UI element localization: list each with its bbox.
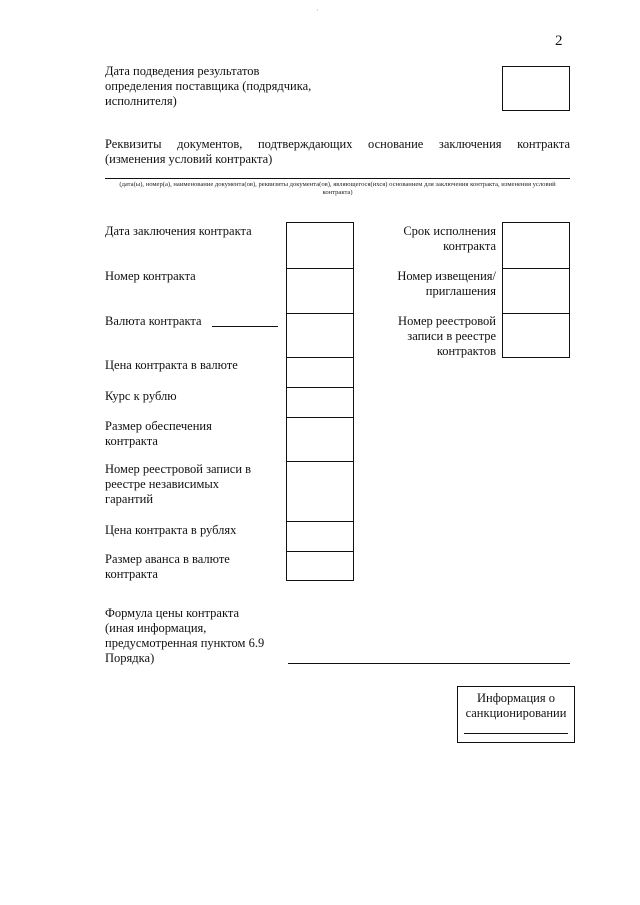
conclusion-date-label: Дата заключения контракта	[105, 224, 252, 238]
price-in-currency-label: Цена контракта в валюте	[105, 358, 238, 372]
advance-amount-label: Размер аванса в валюте контракта	[105, 552, 230, 581]
price-in-currency-field[interactable]	[286, 357, 354, 388]
notice-number-field[interactable]	[502, 268, 570, 314]
requisites-input-line[interactable]	[105, 178, 570, 179]
page-number: 2	[555, 33, 563, 49]
sanction-info-box[interactable]	[457, 686, 575, 743]
ruble-rate-label: Курс к рублю	[105, 389, 177, 403]
contract-number-label: Номер контракта	[105, 269, 196, 283]
top-mark: ·	[316, 6, 319, 15]
guarantee-registry-number-label: Номер реестровой записи в реестре независимых гарантий	[105, 462, 252, 506]
security-amount-label: Размер обеспечения контракта	[105, 419, 212, 448]
requisites-caption: (дата(ы), номер(а), наименование документа(ов), реквизиты документа(ов), являющегося(ихся) основанием для заключения контракта, изменения условий контракта)	[119, 181, 556, 196]
execution-term-field[interactable]	[502, 222, 570, 269]
registry-number-field[interactable]	[502, 313, 570, 358]
results-date-label: Дата подведения результатов определения поставщика (подрядчика, исполнителя)	[105, 64, 312, 108]
results-date-field[interactable]	[502, 66, 570, 111]
sanction-info-input-line[interactable]	[464, 733, 568, 734]
conclusion-date-field[interactable]	[286, 222, 354, 269]
execution-term-label: Срок исполнения контракта	[403, 224, 496, 253]
price-in-rubles-field[interactable]	[286, 521, 354, 552]
contract-number-field[interactable]	[286, 268, 354, 314]
price-formula-label: Формула цены контракта (иная информация, предусмотренная пунктом 6.9 Порядка)	[105, 606, 265, 665]
security-amount-field[interactable]	[286, 417, 354, 462]
notice-number-label: Номер извещения/приглашения	[397, 269, 496, 298]
currency-label: Валюта контракта	[105, 314, 202, 328]
requisites-title-line2: (изменения условий контракта)	[105, 152, 273, 166]
registry-number-label: Номер реестровой записи в реестре контрактов	[398, 314, 496, 358]
currency-field[interactable]	[286, 313, 354, 358]
sanction-info-label: Информация о санкционировании	[465, 691, 567, 720]
price-in-rubles-label: Цена контракта в рублях	[105, 523, 237, 537]
requisites-title-line1: Реквизиты документов, подтверждающих основание заключения контракта	[105, 137, 570, 151]
advance-amount-field[interactable]	[286, 551, 354, 581]
guarantee-registry-number-field[interactable]	[286, 461, 354, 522]
currency-input-line[interactable]	[212, 326, 278, 327]
ruble-rate-field[interactable]	[286, 387, 354, 418]
price-formula-input-line[interactable]	[288, 663, 570, 664]
